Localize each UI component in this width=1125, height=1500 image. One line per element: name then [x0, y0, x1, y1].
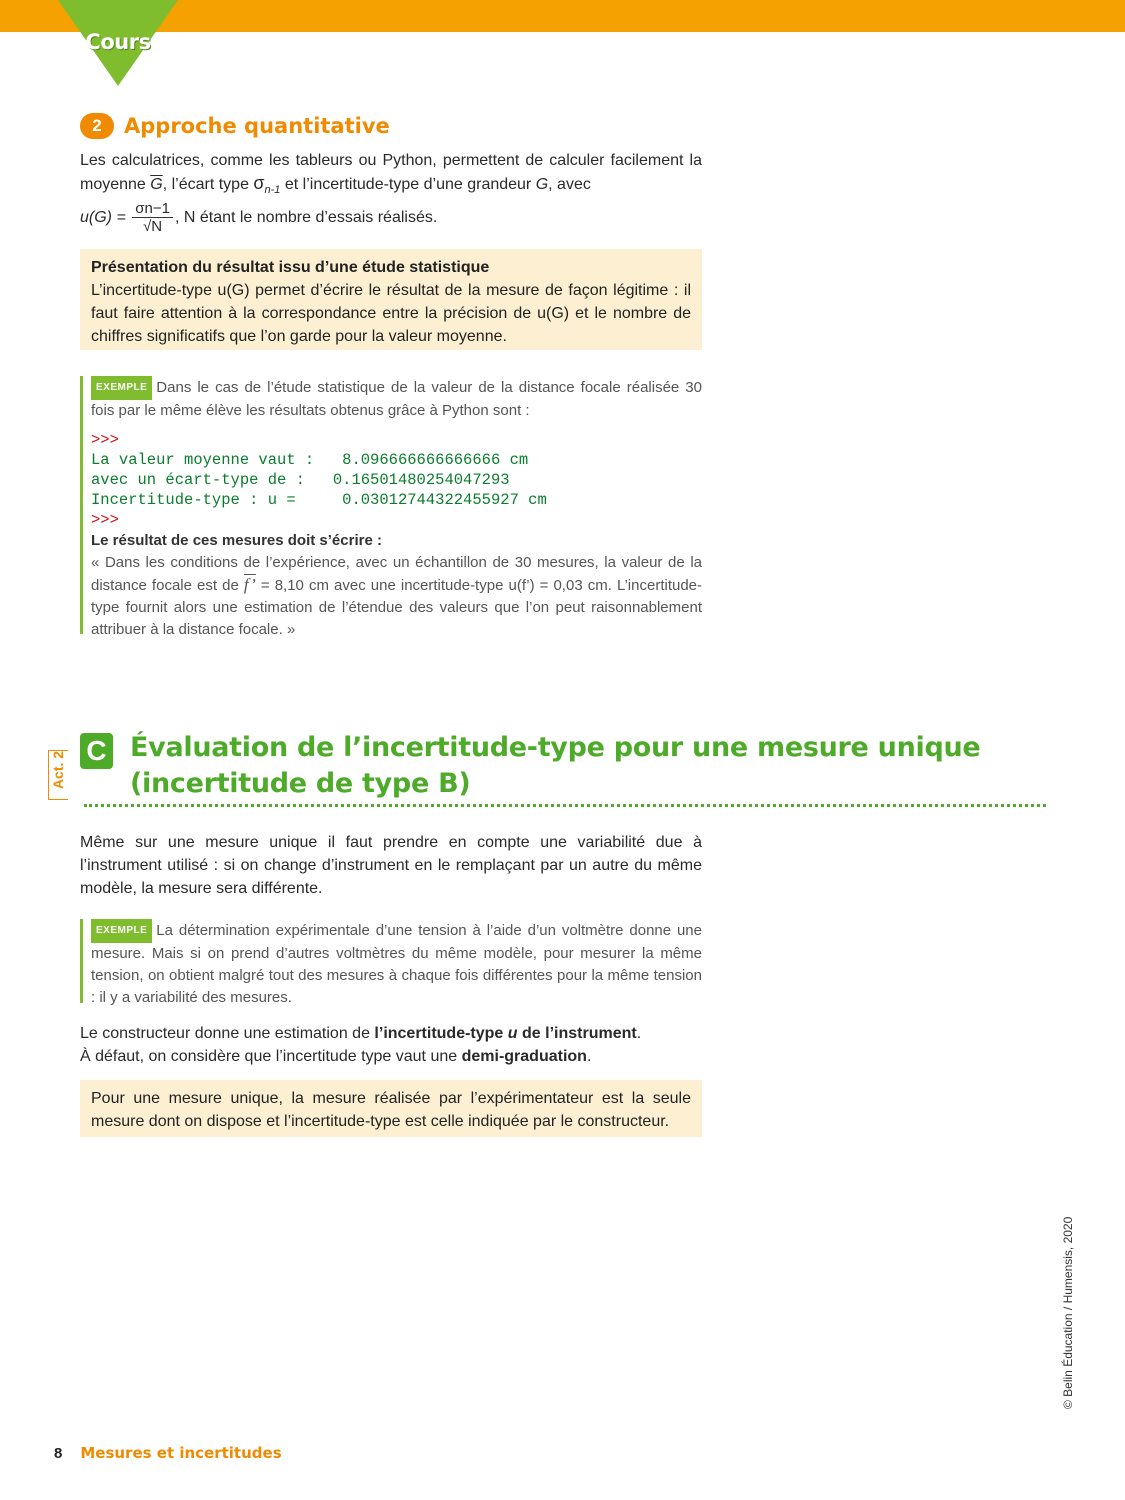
section-2-heading	[80, 110, 390, 142]
result-title: Le résultat de ces mesures doit s’écrire :	[91, 532, 382, 549]
section-c-title: Évaluation de l’incertitude-type pour une mesure unique (incertitude de type B)	[130, 732, 981, 799]
section-2-intro: Les calculatrices, comme les tableurs ou Python, permettent de calculer facilement la moyenne $\overline{G}$, l’écart type $\sigma_{n-1}$ et l’incertitude-type d’une grandeur G, avec	[80, 152, 702, 197]
python-output-line-3: Incertitude-type : u = 0.03012744322455927 cm	[91, 491, 547, 509]
python-prompt: >>>	[91, 431, 119, 449]
example-voltmeter: EXEMPLE La détermination expérimentale d’une tension à l’aide d’un voltmètre donne une mesure. Mais si on prend d’autres voltmètres du même modèle, pour mesurer la même tension, on obtient malgré tout des mesures à chaque fois différentes pour la même tension : il y a variabilité des mesures.	[80, 919, 702, 1003]
section-title: Approche quantitative	[124, 114, 390, 138]
section-number-badge: 2	[80, 113, 114, 139]
single-measure-box: Pour une mesure unique, la mesure réalisée par l’expérimentateur est la seule mesure dont on dispose et l’incertitude-type est celle indiquée par le constructeur.	[80, 1080, 702, 1137]
example-python-results	[80, 376, 703, 638]
section-letter-badge: C	[80, 733, 113, 769]
python-output-line-2: avec un écart-type de : 0.16501480254047293	[91, 471, 510, 489]
cours-tab-label: Cours	[85, 30, 151, 54]
page-footer	[54, 1444, 282, 1462]
python-prompt: >>>	[91, 511, 119, 529]
example-badge: EXEMPLE	[91, 919, 152, 943]
result-statement: « Dans les conditions de l’expérience, avec un échantillon de 30 mesures, la valeur de la distance focale est de f’ = 8,10 cm avec une incertitude-type u(f’) = 0,03 cm. L’incertitude-type fournit alors une estimation de l’étendue des valeurs que l’on peut raisonnablement attribuer à la distance focale. »	[91, 554, 703, 638]
page-number: 8	[54, 1445, 63, 1462]
python-output-line-1: La valeur moyenne vaut : 8.096666666666666 cm	[91, 451, 529, 469]
mean-g-symbol: $\overline{G}$	[150, 176, 163, 193]
sigma-symbol: σ	[253, 173, 265, 193]
activity-label: Act. 2	[50, 750, 66, 790]
result-presentation-box	[80, 249, 702, 350]
chapter-title: Mesures et incertitudes	[80, 1444, 282, 1462]
example-intro: EXEMPLE Dans le cas de l’étude statistique de la valeur de la distance focale réalisée 30 fois par le même élève les résultats obtenus grâce à Python sont :	[91, 376, 702, 422]
mean-f-symbol: f’	[243, 575, 256, 594]
copyright-credit: © Belin Éducation / Humensis, 2020	[1061, 1216, 1075, 1409]
section-c-paragraph: Même sur une mesure unique il faut prendre en compte une variabilité due à l’instrument utilisé : si on change d’instrument en le remplaçant par un autre du même modèle, la mesure sera différente.	[80, 834, 702, 897]
constructor-paragraph: Le constructeur donne une estimation de l’incertitude-type u de l’instrument. À défaut, on considère que l’incertitude type vaut une demi-graduation.	[80, 1025, 642, 1065]
uncertainty-formula: u(G) = $\frac{\sigma n-1}{√N}$ , N étant le nombre d’essais réalisés.	[80, 200, 438, 235]
example-badge: EXEMPLE	[91, 376, 152, 400]
box-text: L’incertitude-type u(G) permet d’écrire le résultat de la mesure de façon légitime : il faut faire attention à la correspondance entre la précision de u(G) et le nombre de chiffres significatifs que l’on garde pour la valeur moyenne.	[91, 282, 691, 345]
dotted-divider	[84, 804, 1046, 807]
box-title: Présentation du résultat issu d’une étude statistique	[91, 259, 490, 276]
formula-fraction: $\frac{\sigma n-1}{√N}$	[132, 200, 173, 236]
